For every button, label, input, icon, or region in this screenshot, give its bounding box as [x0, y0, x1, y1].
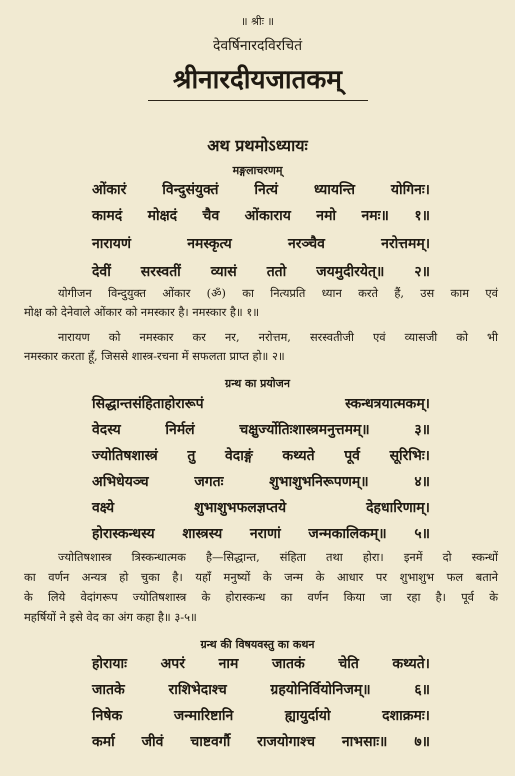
translation-line: योगीजन विन्दुयुक्त ओंकार (ॐ) का नित्यप्रति ध्यान करते हैं, उस काम एवं	[58, 286, 498, 300]
verse-line: नारायणं नमस्कृत्य नरञ्चैव नरोत्तमम्।	[92, 236, 430, 252]
verse-line: ज्योतिषशास्त्रं तु वेदाङ्गं कथ्यते पूर्व सूरिभिः।	[92, 448, 430, 464]
translation-line: का वर्णन अन्यत्र हो चुका है। यहाँ मनुष्यों के जन्म के आधार पर शुभाशुभ फल बताने	[24, 570, 498, 584]
translation-line: नमस्कार करता हूँ, जिससे शास्त्र-रचना में सफलता प्राप्त हो॥ २॥	[24, 349, 285, 363]
verse-line: जातके राशिभेदाश्च ग्रहयोनिर्वियोनिजम्॥ ६॥	[92, 682, 430, 698]
verse-line: देवीं सरस्वतीं व्यासं ततो जयमुदीरयेत्॥ २॥	[92, 264, 430, 280]
verse-line: ओंकारं विन्दुसंयुक्तं नित्यं ध्यायन्ति योगिनः।	[92, 182, 430, 198]
verse-line: अभिधेयञ्च जगतः शुभाशुभनिरूपणम्॥ ४॥	[92, 474, 430, 490]
translation-line: के लिये वेदांगरूप ज्योतिषशास्त्र के होरास्कन्ध का वर्णन किया जा रहा है। पूर्व के	[24, 590, 498, 604]
translation-line: मोक्ष को देनेवाले ओंकार को नमस्कार है। नमस्कार है॥ १॥	[24, 305, 260, 319]
verse-line: वक्ष्ये शुभाशुभफलज्ञप्तये देहधारिणाम्।	[92, 500, 430, 516]
translation-line: महर्षियों ने इसे वेद का अंग कहा है॥ ३-५॥	[24, 610, 197, 624]
title-underline	[148, 100, 368, 101]
verse-line: वेदस्य निर्मलं चक्षुर्ज्योतिःशास्त्रमनुत्तमम्॥ ३॥	[92, 422, 430, 438]
verse-line: कामदं मोक्षदं चैव ओंकाराय नमो नमः॥ १॥	[92, 208, 430, 224]
verse-line: निषेक जन्मारिष्टानि ह्यायुर्दायो दशाक्रमः।	[92, 708, 430, 724]
translation-line: ज्योतिषशास्त्र त्रिस्कन्धात्मक है—सिद्धान्त, संहिता तथा होरा। इनमें दो स्कन्धों	[58, 550, 498, 564]
chapter-title: अथ प्रथमोऽध्यायः	[207, 136, 308, 155]
verse-line: सिद्धान्तसंहिताहोरारूपं स्कन्धत्रयात्मकम्।	[92, 396, 430, 412]
translation-line: नारायण को नमस्कार कर नर, नरोत्तम, सरस्वतीजी एवं व्यासजी को भी	[58, 330, 498, 344]
verse-line: होरास्कन्धस्य शास्त्रस्य नराणां जन्मकालिकम्॥ ५॥	[92, 526, 430, 542]
section-heading-invocation: मङ्गलाचरणम्	[232, 164, 283, 177]
author-line: देवर्षिनारदविरचितं	[212, 38, 303, 54]
section-heading-purpose: ग्रन्थ का प्रयोजन	[225, 377, 290, 390]
verse-line: कर्मा जीवं चाष्टवर्गौ राजयोगाश्च नाभसाः॥ ७॥	[92, 734, 430, 750]
section-heading-subject: ग्रन्थ की विषयवस्तु का कथन	[200, 638, 315, 651]
verse-line: होरायाः अपरं नाम जातकं चेति कथ्यते।	[92, 656, 430, 672]
book-title: श्रीनारदीयजातकम्	[173, 65, 342, 95]
invocation: ॥ श्रीः ॥	[240, 15, 275, 28]
